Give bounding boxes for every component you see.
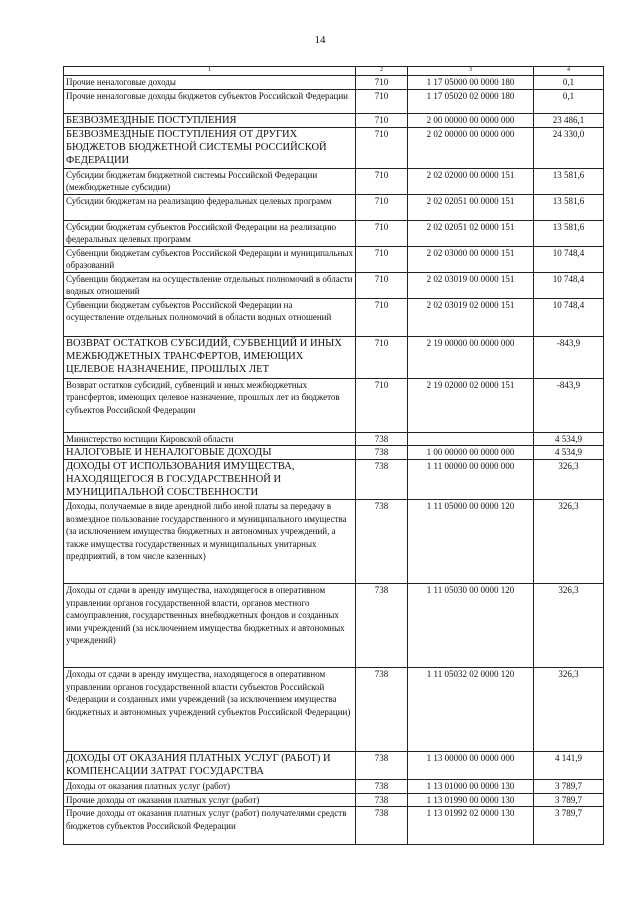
row-name: ДОХОДЫ ОТ ИСПОЛЬЗОВАНИЯ ИМУЩЕСТВА, НАХОДЯЩЕГОСЯ В ГОСУДАРСТВЕННОЙ И МУНИЦИПАЛЬНОЙ СОБСТВЕННОСТИ (64, 460, 356, 500)
row-name: Субвенции бюджетам на осуществление отдельных полномочий в области водных отношений (64, 272, 356, 298)
row-budget-code: 1 11 05000 00 0000 120 (408, 500, 534, 584)
table-row (64, 298, 604, 336)
table-row (64, 76, 604, 90)
row-amount: 4 141,9 (534, 752, 604, 780)
row-amount: 3 789,7 (534, 807, 604, 845)
row-budget-code: 1 11 05032 02 0000 120 (408, 668, 534, 752)
row-amount: 3 789,7 (534, 780, 604, 794)
header-col-3: 3 (408, 67, 534, 76)
row-budget-code (408, 432, 534, 446)
row-amount: 3 789,7 (534, 793, 604, 807)
row-admin-code: 710 (356, 272, 408, 298)
row-name: Субвенции бюджетам субъектов Российской Федерации на осуществление отдельных полномочий в области водных отношений (64, 298, 356, 336)
table-row (64, 127, 604, 168)
row-name: Доходы от сдачи в аренду имущества, находящегося в оперативном управлении органов государственной власти, органов местного самоуправления, государственных внебюджетных фондов и созданных ими учреждений (за исключением имущества бюджетных и автономных учреждений) (64, 584, 356, 668)
table-row (64, 168, 604, 194)
row-name: Прочие неналоговые доходы (64, 76, 356, 90)
row-amount: 10 748,4 (534, 298, 604, 336)
table-row (64, 752, 604, 780)
row-name: БЕЗВОЗМЕЗДНЫЕ ПОСТУПЛЕНИЯ (64, 113, 356, 127)
row-admin-code: 710 (356, 89, 408, 113)
row-name: Субвенции бюджетам субъектов Российской Федерации и муниципальных образований (64, 246, 356, 272)
row-name: Возврат остатков субсидий, субвенций и иных межбюджетных трансфертов, имеющих целевое назначение, прошлых лет из бюджетов субъектов Российской Федерации (64, 378, 356, 432)
row-amount: 326,3 (534, 584, 604, 668)
table-row (64, 793, 604, 807)
row-admin-code: 738 (356, 500, 408, 584)
table-row (64, 194, 604, 220)
row-budget-code: 1 13 01000 00 0000 130 (408, 780, 534, 794)
row-amount: 10 748,4 (534, 246, 604, 272)
table-row (64, 336, 604, 378)
row-budget-code: 2 02 02051 02 0000 151 (408, 220, 534, 246)
row-admin-code: 738 (356, 432, 408, 446)
row-budget-code: 2 19 00000 00 0000 000 (408, 336, 534, 378)
row-amount: 0,1 (534, 89, 604, 113)
row-budget-code: 2 02 02051 00 0000 151 (408, 194, 534, 220)
row-name: Доходы от сдачи в аренду имущества, находящегося в оперативном управлении органов государственной власти субъектов Российской Федерации и созданных ими учреждений (за исключением имущества бюджетных и автономных учреждений субъектов Российской Федерации) (64, 668, 356, 752)
row-admin-code: 710 (356, 378, 408, 432)
table-row (64, 432, 604, 446)
row-amount: -843,9 (534, 336, 604, 378)
row-name: Министерство юстиции Кировской области (64, 432, 356, 446)
row-amount: 10 748,4 (534, 272, 604, 298)
row-admin-code: 738 (356, 752, 408, 780)
row-amount: 326,3 (534, 668, 604, 752)
row-admin-code: 738 (356, 668, 408, 752)
row-budget-code: 2 00 00000 00 0000 000 (408, 113, 534, 127)
row-amount: 23 486,1 (534, 113, 604, 127)
row-budget-code: 1 17 05020 02 0000 180 (408, 89, 534, 113)
table-row (64, 378, 604, 432)
table-row (64, 220, 604, 246)
row-admin-code: 738 (356, 793, 408, 807)
row-name: Прочие доходы от оказания платных услуг (работ) (64, 793, 356, 807)
revenue-table (63, 66, 604, 845)
row-budget-code: 1 13 00000 00 0000 000 (408, 752, 534, 780)
row-amount: 326,3 (534, 460, 604, 500)
row-name: Доходы, получаемые в виде арендной либо иной платы за передачу в возмездное пользование государственного и муниципального имущества (за исключением имущества бюджетных и автономных учреждений, а также имущества государственных и муниципальных унитарных предприятий, в том числе казенных) (64, 500, 356, 584)
row-admin-code: 710 (356, 168, 408, 194)
table-row (64, 89, 604, 113)
row-name: Субсидии бюджетам на реализацию федеральных целевых программ (64, 194, 356, 220)
row-name: ВОЗВРАТ ОСТАТКОВ СУБСИДИЙ, СУБВЕНЦИЙ И ИНЫХ МЕЖБЮДЖЕТНЫХ ТРАНСФЕРТОВ, ИМЕЮЩИХ ЦЕЛЕВОЕ НАЗНАЧЕНИЕ, ПРОШЛЫХ ЛЕТ (64, 336, 356, 378)
row-name: БЕЗВОЗМЕЗДНЫЕ ПОСТУПЛЕНИЯ ОТ ДРУГИХ БЮДЖЕТОВ БЮДЖЕТНОЙ СИСТЕМЫ РОССИЙСКОЙ ФЕДЕРАЦИИ (64, 127, 356, 168)
row-admin-code: 710 (356, 336, 408, 378)
table-row (64, 807, 604, 845)
row-admin-code: 710 (356, 127, 408, 168)
table-row (64, 246, 604, 272)
row-admin-code: 710 (356, 113, 408, 127)
row-admin-code: 710 (356, 194, 408, 220)
row-amount: 326,3 (534, 500, 604, 584)
row-admin-code: 738 (356, 584, 408, 668)
header-col-2: 2 (356, 67, 408, 76)
row-amount: -843,9 (534, 378, 604, 432)
row-name: Доходы от оказания платных услуг (работ) (64, 780, 356, 794)
row-budget-code: 2 02 03019 02 0000 151 (408, 298, 534, 336)
row-admin-code: 738 (356, 780, 408, 794)
row-budget-code: 1 13 01992 02 0000 130 (408, 807, 534, 845)
row-budget-code: 2 02 03019 00 0000 151 (408, 272, 534, 298)
row-budget-code: 1 00 00000 00 0000 000 (408, 446, 534, 460)
row-name: Субсидии бюджетам бюджетной системы Российской Федерации (межбюджетные субсидии) (64, 168, 356, 194)
row-admin-code: 738 (356, 807, 408, 845)
row-admin-code: 710 (356, 298, 408, 336)
table-row (64, 780, 604, 794)
table-row (64, 500, 604, 584)
row-name: Прочие доходы от оказания платных услуг (работ) получателями средств бюджетов субъектов Российской Федерации (64, 807, 356, 845)
row-name: Субсидии бюджетам субъектов Российской Федерации на реализацию федеральных целевых программ (64, 220, 356, 246)
row-amount: 4 534,9 (534, 446, 604, 460)
row-budget-code: 1 17 05000 00 0000 180 (408, 76, 534, 90)
row-name: Прочие неналоговые доходы бюджетов субъектов Российской Федерации (64, 89, 356, 113)
row-budget-code: 1 11 00000 00 0000 000 (408, 460, 534, 500)
header-col-4: 4 (534, 67, 604, 76)
row-amount: 13 581,6 (534, 220, 604, 246)
row-budget-code: 2 02 03000 00 0000 151 (408, 246, 534, 272)
row-budget-code: 2 19 02000 02 0000 151 (408, 378, 534, 432)
header-col-1: 1 (64, 67, 356, 76)
table-row (64, 668, 604, 752)
row-admin-code: 738 (356, 446, 408, 460)
table-row (64, 113, 604, 127)
row-amount: 13 581,6 (534, 194, 604, 220)
header-row (64, 67, 604, 76)
row-admin-code: 710 (356, 220, 408, 246)
row-amount: 13 581,6 (534, 168, 604, 194)
row-name: ДОХОДЫ ОТ ОКАЗАНИЯ ПЛАТНЫХ УСЛУГ (РАБОТ) И КОМПЕНСАЦИИ ЗАТРАТ ГОСУДАРСТВА (64, 752, 356, 780)
row-budget-code: 2 02 00000 00 0000 000 (408, 127, 534, 168)
page-number: 14 (314, 34, 326, 46)
table-row (64, 460, 604, 500)
row-admin-code: 710 (356, 76, 408, 90)
row-admin-code: 738 (356, 460, 408, 500)
table-row (64, 272, 604, 298)
row-budget-code: 2 02 02000 00 0000 151 (408, 168, 534, 194)
table-row (64, 584, 604, 668)
row-budget-code: 1 11 05030 00 0000 120 (408, 584, 534, 668)
row-budget-code: 1 13 01990 00 0000 130 (408, 793, 534, 807)
row-amount: 4 534,9 (534, 432, 604, 446)
row-admin-code: 710 (356, 246, 408, 272)
row-name: НАЛОГОВЫЕ И НЕНАЛОГОВЫЕ ДОХОДЫ (64, 446, 356, 460)
table-row (64, 446, 604, 460)
row-amount: 24 330,0 (534, 127, 604, 168)
row-amount: 0,1 (534, 76, 604, 90)
